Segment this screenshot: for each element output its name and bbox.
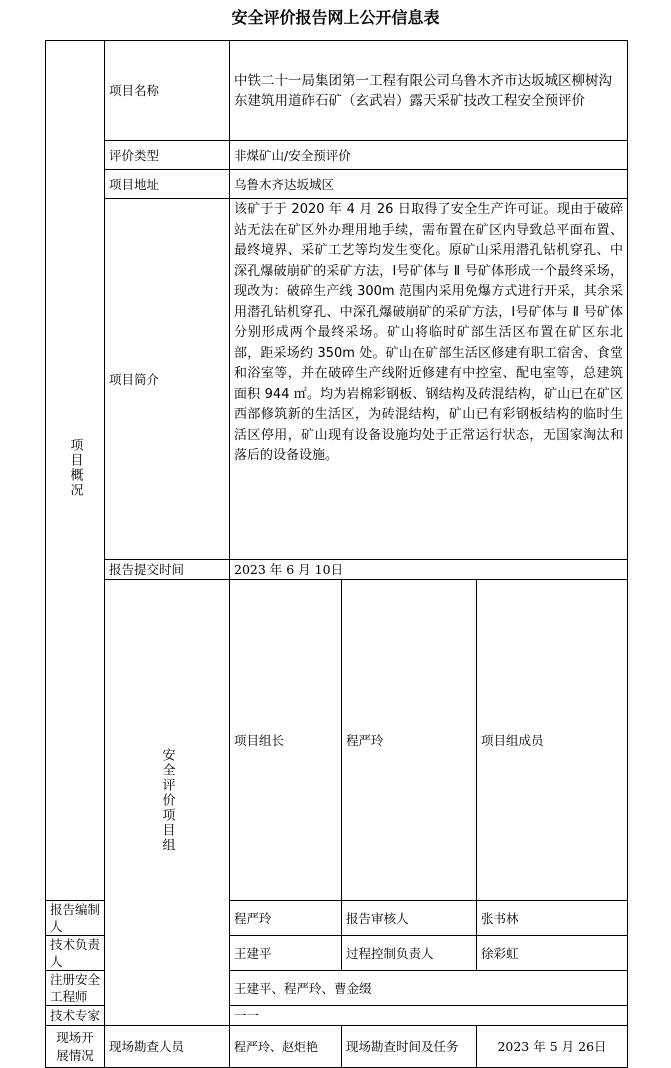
leader-value: 程严玲 — [342, 580, 477, 901]
intro-text: 该矿于于 2020 年 4 月 26 日取得了安全生产许可证。现由于破碎站无法在矿区外办理用地手续，需布置在矿区内导致总平面布置、最终境界、采矿工艺等均发生变化。原矿山采用潜孔钻机穿孔、中深孔爆破崩矿的采矿方法，Ⅰ号矿体与 Ⅱ 号矿体形成一个最终采场，现改为：破碎生产线 300m 范围内采用免爆方式进行开采，其余采用潜孔钻机穿孔、中深孔爆破崩矿的采矿方法，Ⅰ号矿体与 Ⅱ 号矿体分别形成两个最终采场。矿山将临时矿部生活区布置在矿区东北部，距采场约 350m 处。矿山在矿部生活区修建有职工宿舍、食堂和浴室等，并在破碎生产线附近修建有中控室、配电室等，总建筑面积 944 ㎡。均为岩棉彩钢板、钢结构及砖混结构，矿山已在矿区西部修筑新的生活区，为砖混结构，矿山已有彩钢板结构的临时生活区停用，矿山现有设备设施均处于正常运行状态，无国家淘汰和落后的设备设施。 — [230, 199, 628, 560]
project-name-value: 中铁二十一局集团第一工程有限公司乌鲁木齐市达坂城区柳树沟东建筑用道砟石矿（玄武岩）露天采矿技改工程安全预评价 — [230, 41, 628, 141]
author-label: 报告编制人 — [46, 901, 105, 936]
submit-time-value: 2023 年 6 月 10日 — [230, 560, 628, 580]
process-lead-label: 过程控制负责人 — [342, 936, 477, 971]
process-lead-value: 徐彩虹 — [477, 936, 628, 971]
overview-section-label: 项目概况 — [46, 41, 105, 901]
project-name-label: 项目名称 — [105, 41, 230, 141]
engineers-label: 注册安全工程师 — [46, 971, 105, 1006]
reviewer-label: 报告审核人 — [342, 901, 477, 936]
expert-label: 技术专家 — [46, 1006, 105, 1026]
address-label: 项目地址 — [105, 170, 230, 199]
team-section-label: 安全评价项目组 — [105, 580, 230, 1026]
time-task-value: 2023 年 5 月 26日 — [477, 1026, 628, 1068]
submit-time-label: 报告提交时间 — [105, 560, 230, 580]
expert-value: 一一 — [230, 1006, 628, 1026]
eval-type-label: 评价类型 — [105, 141, 230, 170]
info-table — [45, 40, 628, 1068]
tech-lead-value: 王建平 — [230, 936, 342, 971]
surveyors-value: 程严玲、赵炬艳 — [230, 1026, 342, 1068]
engineers-value: 王建平、程严玲、曹金缀 — [230, 971, 628, 1006]
address-value: 乌鲁木齐达坂城区 — [230, 170, 628, 199]
eval-type-value: 非煤矿山/安全预评价 — [230, 141, 628, 170]
time-task-label: 现场勘查时间及任务 — [342, 1026, 477, 1068]
reviewer-value: 张书林 — [477, 901, 628, 936]
surveyors-label: 现场勘查人员 — [105, 1026, 230, 1068]
author-value: 程严玲 — [230, 901, 342, 936]
page-title: 安全评价报告网上公开信息表 — [231, 8, 440, 27]
members-label: 项目组成员 — [477, 580, 628, 901]
intro-label: 项目简介 — [105, 199, 230, 560]
tech-lead-label: 技术负责人 — [46, 936, 105, 971]
site-section-label: 现场开展情况 — [46, 1026, 105, 1068]
leader-label: 项目组长 — [230, 580, 342, 901]
